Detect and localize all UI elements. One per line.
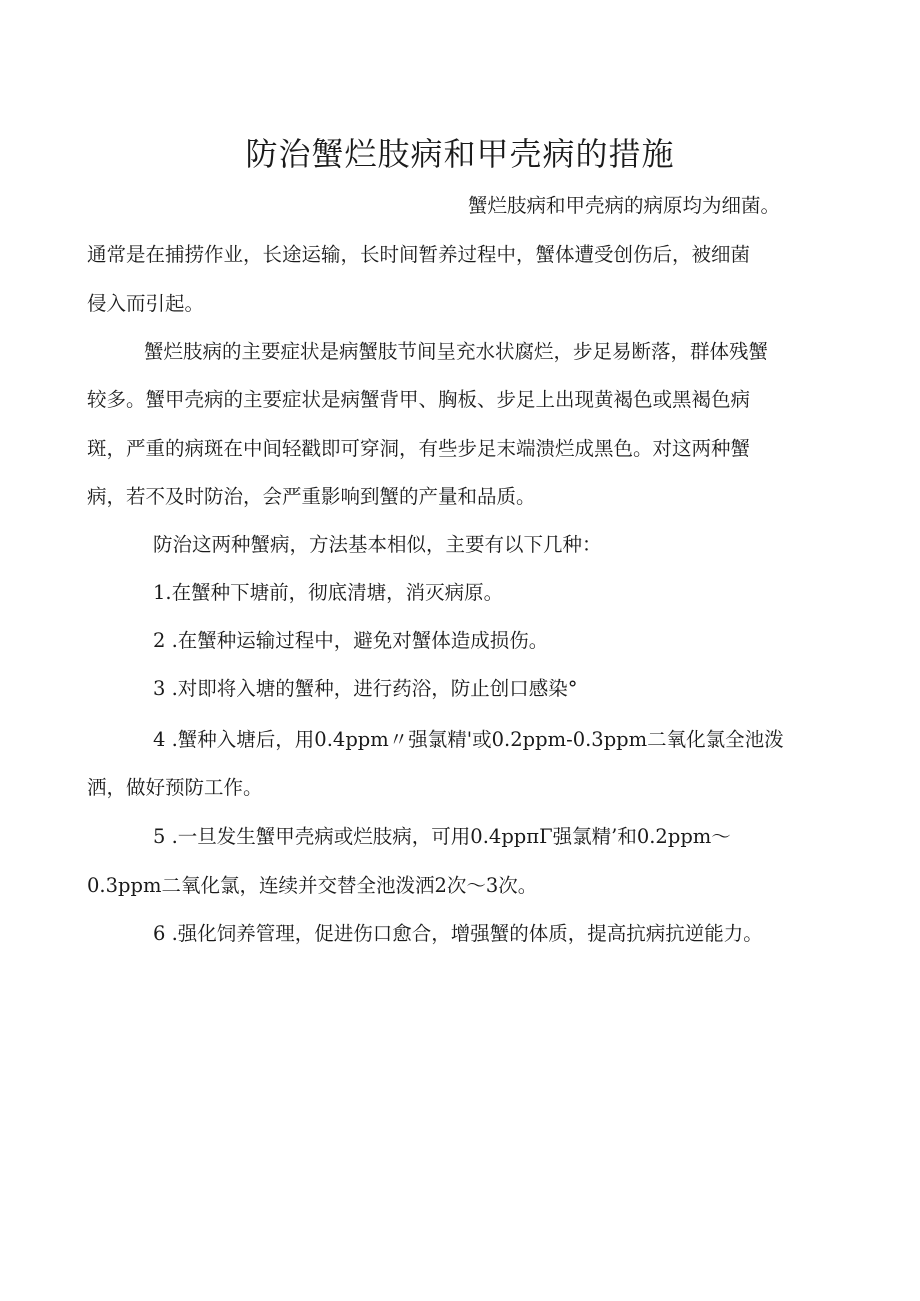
symptoms-line-1: 蟹烂肢病的主要症状是病蟹肢节间呈充水状腐烂，步足易断落，群体残蟹 [144,340,769,363]
document-title: 防治蟹烂肢病和甲壳病的措施 [245,135,675,173]
method-item-5-line-1: 5 .一旦发生蟹甲壳病或烂肢病，可用0.4ppπΓ强氯精’和0.2ppm～ [153,825,731,848]
intro-line-3: 侵入而引起。 [87,292,205,315]
method-item-1: 1.在蟹种下塘前，彻底清塘，消灭病原。 [153,581,504,604]
method-item-2: 2 .在蟹种运输过程中，避免对蟹体造成损伤。 [153,629,549,652]
symptoms-line-4: 病，若不及时防治，会严重影响到蟹的产量和品质。 [87,485,536,508]
symptoms-line-2: 较多。蟹甲壳病的主要症状是病蟹背甲、胸板、步足上出现黄褐色或黑褐色病 [87,388,751,411]
method-item-4-line-1: 4 .蟹种入塘后，用0.4ppm〃强氯精'或0.2ppm-0.3ppm二氧化氯全池泼 [153,728,784,751]
methods-intro: 防治这两种蟹病，方法基本相似，主要有以下几种： [153,533,602,556]
intro-line-1: 蟹烂肢病和甲壳病的病原均为细菌。 [468,194,781,217]
method-item-5-line-2: 0.3ppm二氧化氯，连续并交替全池泼洒2次～3次。 [87,874,538,897]
symptoms-line-3: 斑，严重的病斑在中间轻戳即可穿洞，有些步足末端溃烂成黑色。对这两种蟹 [87,437,751,460]
method-item-6: 6 .强化饲养管理，促进伤口愈合，增强蟹的体质，提高抗病抗逆能力。 [153,922,763,945]
intro-line-2: 通常是在捕捞作业，长途运输，长时间暂养过程中，蟹体遭受创伤后，被细菌 [87,243,751,266]
method-item-3: 3 .对即将入塘的蟹种，进行药浴，防止创口感染° [153,677,578,700]
method-item-4-line-2: 洒，做好预防工作。 [87,776,263,799]
